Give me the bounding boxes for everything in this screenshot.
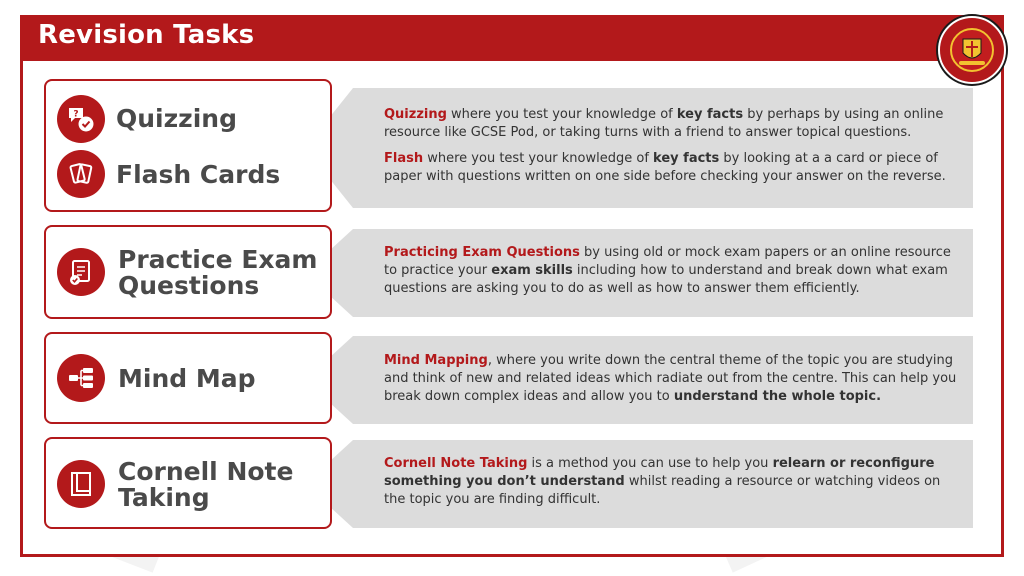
quiz-bubbles-icon: [57, 95, 105, 143]
task-label-practice-exam-line1: Practice Exam: [118, 245, 318, 274]
description-cornell: Cornell Note Taking is a method you can use to help you relearn or reconfigure something you don’t understand whilst reading a resource or watching videos on the topic you are finding difficult.: [384, 456, 941, 507]
task-card-cornell: [44, 437, 332, 529]
mind-map-icon: [57, 354, 105, 402]
task-label-mind-map: Mind Map: [118, 364, 256, 393]
description-quizzing: Quizzing where you test your knowledge of key facts by perhaps by using an online resource like GCSE Pod, or taking turns with a friend to answer topical questions. Flash where you test your knowledge of key facts by looking at a a card or piece of paper with questions written on one side before checking your answer on the reverse.: [384, 107, 946, 184]
task-card-quizzing: [44, 79, 332, 212]
flash-cards-icon: [57, 150, 105, 198]
cornell-notes-icon: [57, 460, 105, 508]
task-label-cornell-line1: Cornell Note: [118, 457, 294, 486]
exam-checklist-icon: [57, 248, 105, 296]
task-label-quizzing: Quizzing: [116, 104, 237, 133]
task-card-practice-exam: [44, 225, 332, 319]
school-crest-icon: [938, 16, 1006, 84]
task-label-flash-cards: Flash Cards: [116, 160, 281, 189]
page-title: Revision Tasks: [38, 20, 255, 50]
task-label-practice-exam-line2: Questions: [118, 271, 260, 300]
description-mind-map: Mind Mapping, where you write down the central theme of the topic you are studying and think of new and related ideas which radiate out from the centre. This can help you break down complex ideas and allow you to understand the whole topic.: [384, 353, 957, 404]
task-label-cornell-line2: Taking: [118, 483, 210, 512]
svg-text:?: ?: [73, 109, 79, 120]
task-card-mind-map: [44, 332, 332, 424]
description-practice-exam: Practicing Exam Questions by using old or mock exam papers or an online resource to practice your exam skills including how to understand and break down what exam questions are asking you to do as well as how to answer them efficiently.: [384, 245, 951, 296]
